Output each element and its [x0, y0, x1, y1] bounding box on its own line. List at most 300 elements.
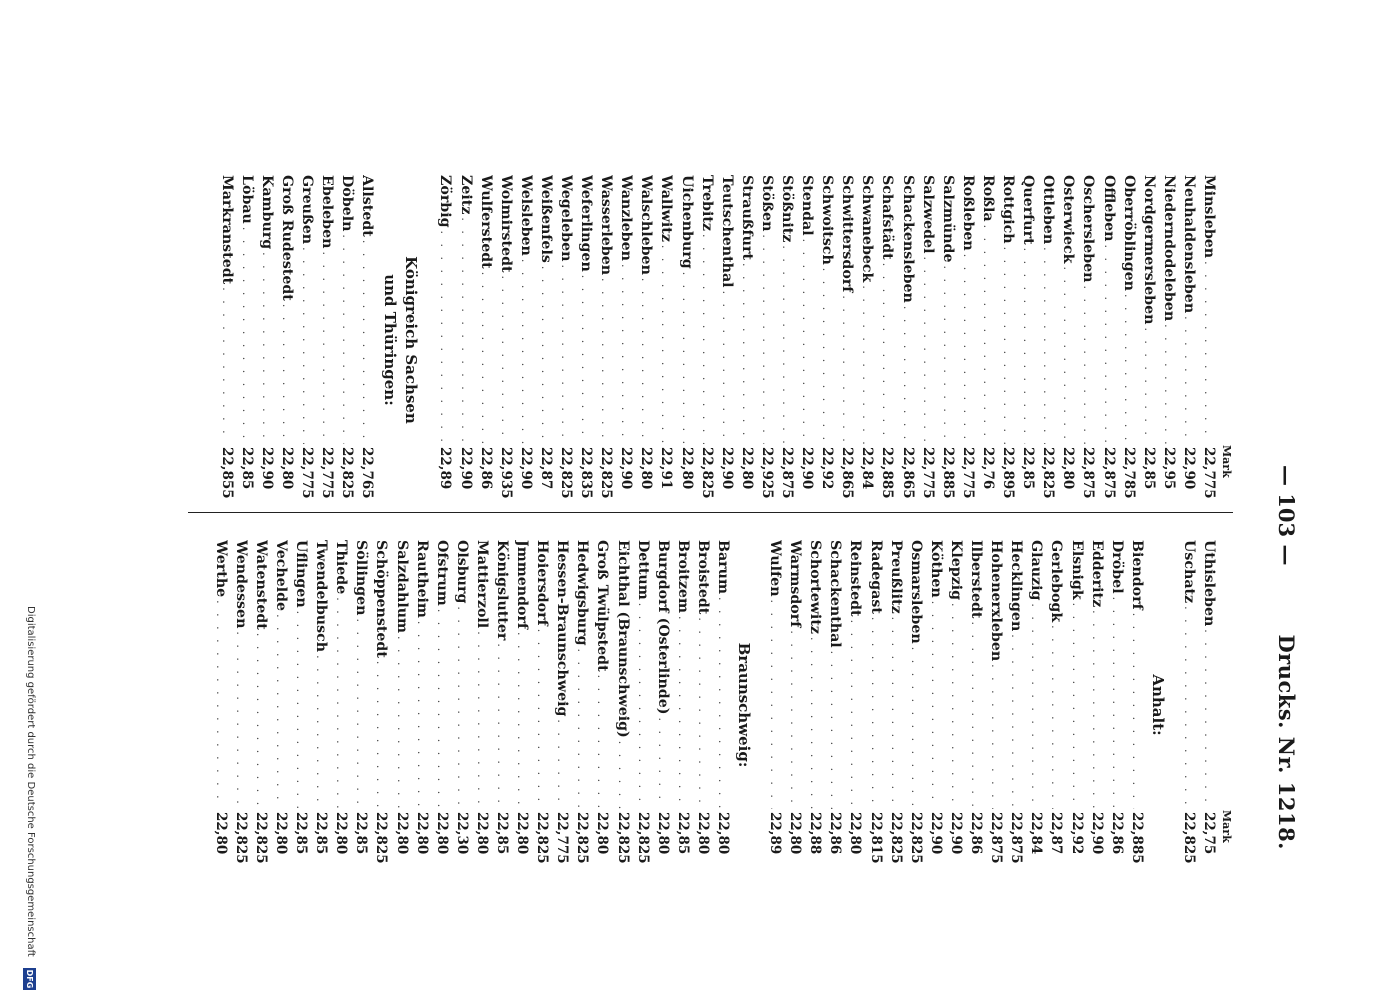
price-value: 22,825: [339, 447, 356, 499]
place-name: Olsburg: [453, 540, 470, 604]
price-value: 22,80: [787, 812, 804, 855]
place-name: Markranstedt: [218, 175, 235, 285]
section-sachsen-thueringen: [377, 175, 421, 505]
place-name: Offleben: [1100, 175, 1117, 242]
price-value: 22,775: [1201, 447, 1217, 499]
leader-dots: [596, 278, 615, 444]
leader-dots: [656, 245, 675, 444]
price-value: 22,835: [578, 447, 595, 499]
leader-dots: [516, 259, 535, 444]
place-name: Minsleben: [1201, 175, 1217, 259]
place-name: Neuhaldensleben: [1180, 175, 1197, 314]
place-name: Ofstrum: [433, 540, 450, 606]
leader-dots: [251, 633, 270, 809]
leader-dots: [998, 247, 1017, 444]
leader-dots: [978, 225, 997, 444]
leader-dots: [1006, 634, 1025, 809]
table-row: [556, 175, 576, 505]
table-row: [297, 175, 317, 505]
table-row: [331, 540, 351, 870]
price-value: 22,80: [738, 447, 755, 490]
leader-dots: [536, 266, 555, 444]
price-value: 22,875: [1008, 812, 1025, 864]
leader-dots: [898, 306, 917, 444]
table-row: [452, 540, 472, 870]
price-value: 22,825: [534, 812, 551, 864]
place-name: Rottgich: [1000, 175, 1017, 244]
table-row: [966, 540, 986, 870]
price-value: 22,90: [517, 447, 534, 490]
table-row: [317, 175, 337, 505]
table-row: [1078, 175, 1098, 505]
place-name: Schafstädt: [879, 175, 896, 260]
section-braunschweig: Braunschweig:: [735, 642, 754, 768]
leader-dots: [1139, 327, 1158, 444]
place-name: Straußfurt: [738, 175, 755, 261]
table-row: [371, 540, 391, 870]
leader-dots: [492, 643, 511, 809]
place-name: Zörbig: [437, 175, 454, 228]
price-value: 22,865: [839, 447, 856, 499]
place-name: Kamburg: [258, 175, 275, 250]
table-row: [998, 175, 1018, 505]
price-value: 22,875: [1080, 447, 1097, 499]
table-row: [1179, 175, 1199, 505]
leader-dots: [1087, 610, 1106, 809]
price-value: 22,80: [212, 812, 229, 855]
table-row: [1046, 540, 1066, 870]
place-name: Teutschenthal: [718, 175, 735, 288]
unit-label-right: Mark: [1220, 810, 1233, 843]
leader-dots: [317, 251, 336, 444]
table-row: [496, 175, 516, 505]
place-name: Schwittersdorf: [839, 175, 856, 293]
page-header: [1259, 150, 1299, 850]
table-row: [572, 540, 592, 870]
price-value: 22,85: [238, 447, 255, 490]
table-row: [1087, 540, 1107, 870]
dfg-logo: DFG: [25, 969, 34, 989]
leader-dots: [556, 264, 575, 444]
price-value: 22,825: [1180, 812, 1197, 864]
price-value: 22,765: [359, 447, 376, 499]
price-value: 22,85: [353, 812, 370, 855]
table-row: [291, 540, 311, 870]
leader-dots: [785, 630, 804, 809]
table-row: [958, 175, 978, 505]
table-row: [257, 175, 277, 505]
price-value: 22,88: [807, 812, 824, 855]
table-row: [857, 175, 877, 505]
section-sachsen-line2: und Thüringen:: [381, 274, 400, 406]
price-value: 22,80: [638, 447, 655, 490]
price-value: 22,75: [1201, 812, 1217, 855]
leader-dots: [371, 661, 390, 809]
place-name: Groß Rudestedt: [278, 175, 295, 301]
table-row: [516, 175, 536, 505]
place-name: Biendorf: [1128, 540, 1145, 610]
place-name: Osterwieck: [1060, 175, 1077, 264]
table-row: [926, 540, 946, 870]
place-name: Greußen: [299, 175, 316, 245]
table-row: [1026, 540, 1046, 870]
leader-dots: [1078, 285, 1097, 444]
place-name: Ilberstedt: [968, 540, 985, 619]
leader-dots: [572, 649, 591, 810]
leader-dots: [877, 263, 896, 444]
place-name: Thiede: [333, 540, 350, 595]
price-value: 22,895: [1000, 447, 1017, 499]
leader-dots: [576, 275, 595, 444]
table-row: [391, 540, 411, 870]
price-value: 22,90: [927, 812, 944, 855]
table-row: [1139, 175, 1159, 505]
place-name: Wulfen: [767, 540, 784, 597]
price-value: 22,30: [453, 812, 470, 855]
table-row: [653, 540, 673, 870]
leader-dots: [777, 245, 796, 444]
leader-dots: [231, 631, 250, 809]
place-name: Reinstedt: [847, 540, 864, 617]
leader-dots: [886, 617, 905, 809]
leader-dots: [825, 651, 844, 809]
leader-dots: [257, 252, 276, 444]
price-value: 22,80: [678, 447, 695, 490]
price-value: 22,855: [218, 447, 235, 499]
place-name: Schwoitsch: [819, 175, 836, 265]
leader-dots: [412, 621, 431, 809]
price-value: 22,92: [819, 447, 836, 490]
price-value: 22,80: [272, 812, 289, 855]
price-value: 22,86: [477, 447, 494, 490]
table-row: [805, 540, 825, 870]
table-row: [1006, 540, 1026, 870]
price-value: 22,825: [634, 812, 651, 864]
table-row: [1058, 175, 1078, 505]
place-name: Glauzig: [1028, 540, 1045, 601]
table-row: [656, 175, 676, 505]
table-row: [898, 175, 918, 505]
leader-dots: [311, 655, 330, 809]
leader-dots: [1159, 324, 1178, 444]
leader-dots: [612, 741, 631, 809]
price-value: 22,80: [413, 812, 430, 855]
place-name: Klepzig: [947, 540, 964, 601]
table-row: [357, 175, 377, 505]
place-name: Querfurt: [1020, 175, 1037, 245]
price-value: 22,86: [827, 812, 844, 855]
place-name: Welsleben: [517, 175, 534, 256]
price-value: 22,785: [1120, 447, 1137, 499]
table-row: [435, 175, 455, 505]
price-value: 22,85: [1140, 447, 1157, 490]
place-name: Groß Twülpstedt: [594, 540, 611, 672]
price-value: 22,90: [947, 812, 964, 855]
leader-dots: [472, 631, 491, 809]
leader-dots: [337, 234, 356, 444]
table-row: [251, 540, 271, 870]
place-name: Hessen-Braunschweig: [554, 540, 571, 717]
table-row: [693, 540, 713, 870]
price-value: 22,935: [497, 447, 514, 499]
leader-dots: [713, 597, 732, 809]
leader-dots: [636, 278, 655, 444]
leader-dots: [837, 295, 856, 444]
leader-dots: [1058, 267, 1077, 445]
leader-dots: [926, 601, 945, 809]
unit-label-left: Mark: [1220, 445, 1233, 478]
table-row: [277, 175, 297, 505]
price-value: 22,84: [859, 447, 876, 490]
place-name: Rautheim: [413, 540, 430, 618]
price-value: 22,80: [847, 812, 864, 855]
table-row: [906, 540, 926, 870]
price-value: 22,775: [554, 812, 571, 864]
place-name: Söllingen: [353, 540, 370, 616]
place-name: Schöppenstedt: [373, 540, 390, 658]
place-name: Burgdorf (Osterlinde): [654, 540, 671, 715]
place-name: Weißenfels: [537, 175, 554, 263]
place-name: Allstedt: [359, 175, 376, 237]
leader-dots: [237, 227, 256, 444]
place-name: Uichenburg: [678, 175, 695, 269]
place-name: Zeitz: [457, 175, 474, 215]
table-row: [311, 540, 331, 870]
price-value: 22,825: [887, 812, 904, 864]
leader-dots: [452, 606, 471, 809]
leader-dots: [717, 291, 736, 444]
leader-dots: [906, 647, 925, 809]
table-row: [211, 540, 231, 870]
price-value: 22,90: [718, 447, 735, 490]
table-row: [697, 175, 717, 505]
place-name: Wulferstedt: [477, 175, 494, 269]
table-row: [817, 175, 837, 505]
place-name: Uschatz: [1180, 540, 1197, 604]
left-rows: [435, 175, 1219, 505]
leader-dots: [1199, 629, 1218, 809]
price-value: 22,80: [393, 812, 410, 855]
place-name: Salzdahlum: [393, 540, 410, 634]
table-row: [837, 175, 857, 505]
price-value: 22,775: [299, 447, 316, 499]
price-value: 22,85: [494, 812, 510, 855]
leader-dots: [737, 263, 756, 444]
price-value: 22,87: [537, 447, 554, 490]
leader-dots: [676, 272, 695, 444]
price-value: 22,80: [594, 812, 611, 855]
price-value: 22,90: [457, 447, 474, 490]
table-row: [978, 175, 998, 505]
leader-dots: [938, 265, 957, 444]
place-name: Warmsdorf: [787, 540, 804, 628]
leader-dots: [1179, 316, 1198, 444]
price-value: 22,85: [313, 812, 330, 855]
leader-dots: [1127, 613, 1146, 809]
price-value: 22,885: [1128, 812, 1145, 864]
place-name: Niederndodeleben: [1160, 175, 1177, 322]
price-value: 22,775: [919, 447, 936, 499]
table-row: [918, 175, 938, 505]
table-row: [1119, 175, 1139, 505]
left-rows-sachsen: [217, 175, 378, 505]
place-name: Gerlebogk: [1048, 540, 1065, 623]
right-rows-anhalt: [765, 540, 1147, 870]
place-name: Radegast: [867, 540, 884, 614]
table-row: [797, 175, 817, 505]
place-name: Jmmendorf: [514, 540, 531, 630]
price-value: 22,885: [939, 447, 956, 499]
price-value: 22,815: [867, 812, 884, 864]
table-row: [676, 175, 696, 505]
price-value: 22,825: [1040, 447, 1057, 499]
table-row: [337, 175, 357, 505]
leader-dots: [496, 276, 515, 444]
leader-dots: [805, 637, 824, 809]
price-value: 22,80: [514, 812, 531, 855]
place-name: Edderitz: [1088, 540, 1105, 608]
price-value: 22,825: [373, 812, 390, 864]
price-value: 22,90: [618, 447, 635, 490]
section-anhalt: Anhalt:: [1148, 674, 1167, 736]
price-value: 22,89: [437, 447, 454, 490]
price-value: 22,825: [907, 812, 924, 864]
leader-dots: [357, 240, 376, 444]
leader-dots: [512, 632, 531, 809]
price-value: 22,775: [319, 447, 336, 499]
page-number: — 103 —: [1274, 465, 1299, 566]
price-value: 22,80: [715, 812, 732, 855]
table-row: [1199, 175, 1219, 505]
table-row: [576, 175, 596, 505]
place-name: Löbau: [238, 175, 255, 224]
right-column: [211, 540, 1233, 870]
price-value: 22,80: [694, 812, 711, 855]
place-name: Schwanebeck: [859, 175, 876, 283]
place-name: Trebitz: [698, 175, 715, 231]
table-row: [1159, 175, 1179, 505]
price-value: 22,885: [879, 447, 896, 499]
leader-dots: [845, 620, 864, 809]
price-value: 22,85: [1020, 447, 1037, 490]
place-name: Schackenthal: [827, 540, 844, 648]
leader-dots: [297, 247, 316, 444]
place-name: Eichthal (Braunschweig): [614, 540, 631, 738]
price-value: 22,80: [654, 812, 671, 855]
leader-dots: [693, 617, 712, 809]
leader-dots: [966, 622, 985, 810]
leader-dots: [757, 234, 776, 444]
table-row: [636, 175, 656, 505]
leader-dots: [532, 629, 551, 809]
table-row: [633, 540, 653, 870]
price-value: 22,80: [278, 447, 295, 490]
leader-dots: [817, 268, 836, 444]
price-value: 22,90: [258, 447, 275, 490]
table-row: [237, 175, 257, 505]
table-row: [1018, 175, 1038, 505]
section-sachsen-line1: Königreich Sachsen: [402, 256, 421, 424]
table-row: [765, 540, 785, 870]
table-row: [492, 540, 512, 870]
price-value: 22,775: [959, 447, 976, 499]
place-name: Ebeleben: [319, 175, 336, 249]
table-row: [946, 540, 966, 870]
table-row: [612, 540, 632, 870]
leader-dots: [435, 231, 454, 444]
place-name: Dettum: [634, 540, 651, 600]
column-divider: [188, 512, 1233, 513]
table-row: [231, 540, 251, 870]
place-name: Osmarsleben: [907, 540, 924, 644]
leader-dots: [958, 254, 977, 444]
table-row: [737, 175, 757, 505]
table-row: [825, 540, 845, 870]
leader-dots: [866, 617, 885, 809]
table-row: [757, 175, 777, 505]
leader-dots: [1107, 597, 1126, 809]
place-name: Weferlingen: [578, 175, 595, 272]
leader-dots: [986, 664, 1005, 809]
leader-dots: [455, 217, 474, 444]
leader-dots: [857, 285, 876, 444]
leader-dots: [1026, 603, 1045, 809]
leader-dots: [1179, 606, 1198, 809]
place-name: Mattierzoll: [473, 540, 490, 629]
leader-dots: [291, 611, 310, 809]
place-name: Uthisleben: [1201, 540, 1217, 627]
place-name: Dröbel: [1108, 540, 1125, 594]
table-row: [777, 175, 797, 505]
place-name: Vechelde: [272, 540, 289, 612]
leader-dots: [592, 675, 611, 809]
price-value: 22,84: [1028, 812, 1045, 855]
table-row: [866, 540, 886, 870]
price-value: 22,90: [1088, 812, 1105, 855]
table-row: [1098, 175, 1118, 505]
table-row: [536, 175, 556, 505]
leader-dots: [918, 256, 937, 444]
price-value: 22,875: [1100, 447, 1117, 499]
leader-dots: [271, 614, 290, 809]
place-name: Wanzleben: [618, 175, 635, 261]
table-row: [713, 540, 733, 870]
table-row: [412, 540, 432, 870]
place-name: Wegeleben: [558, 175, 574, 262]
table-row: [1199, 540, 1219, 870]
table-row: [1127, 540, 1147, 870]
right-rows-top: [1179, 540, 1219, 870]
place-name: Werthe: [212, 540, 229, 598]
price-value: 22,825: [614, 812, 631, 864]
place-name: Döbeln: [339, 175, 356, 232]
price-value: 22,90: [799, 447, 816, 490]
table-row: [986, 540, 1006, 870]
table-row: [877, 175, 897, 505]
place-name: Broistedt: [694, 540, 711, 615]
price-value: 22,76: [979, 447, 996, 490]
leader-dots: [552, 719, 571, 809]
place-name: Hohenerxleben: [988, 540, 1005, 662]
leader-dots: [217, 287, 236, 444]
table-row: [1179, 540, 1199, 870]
table-row: [532, 540, 552, 870]
price-value: 22,865: [899, 447, 916, 499]
leader-dots: [1098, 245, 1117, 445]
place-name: Schackensleben: [899, 175, 916, 303]
price-value: 22,80: [333, 812, 350, 855]
left-column: [217, 175, 1233, 505]
